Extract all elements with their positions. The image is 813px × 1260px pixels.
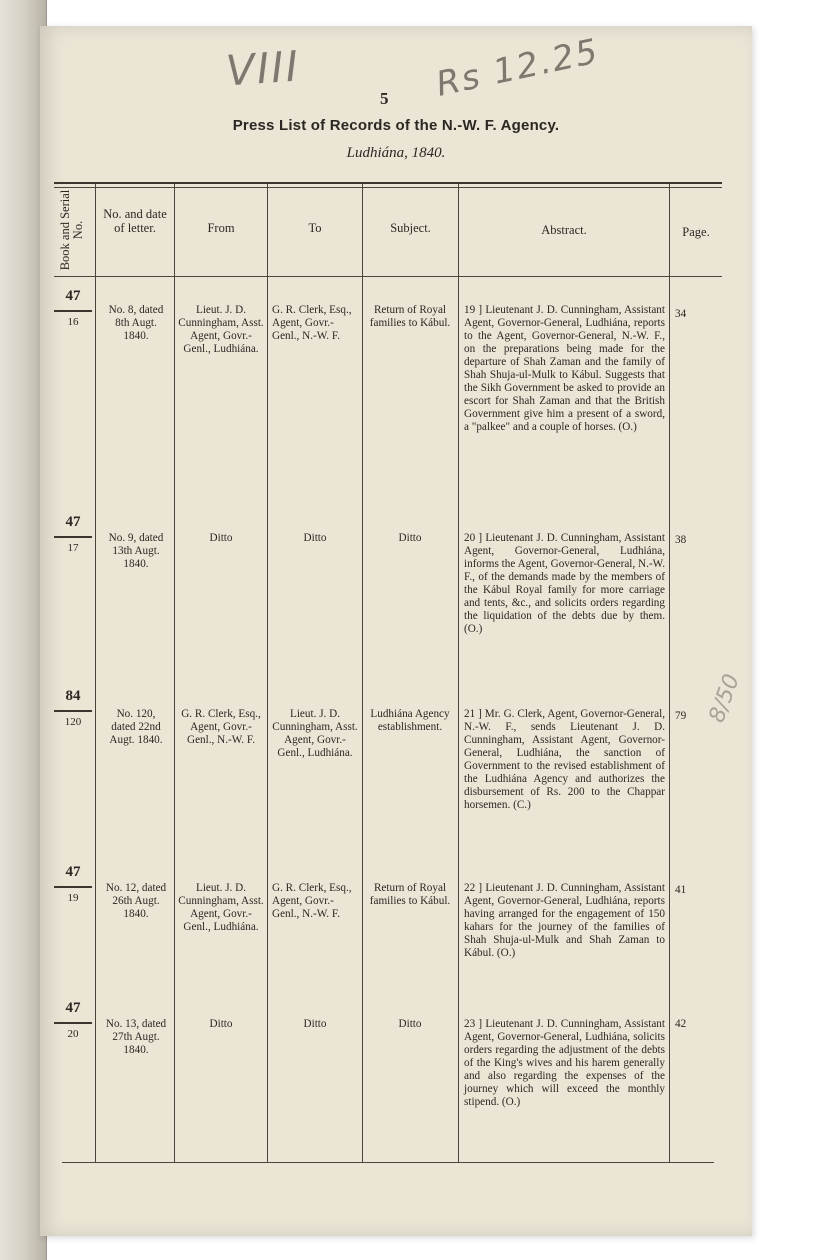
abstract-cell: 22 ] Lieutenant J. D. Cunningham, Assistant Agent, Governor-General, Ludhiána, reports having arranged for the engagement of 150 kahars for the journey of the families of Shah Shuja-ul-Mulk and Shah Zaman to Kábul. (O.)	[464, 882, 665, 959]
subject-cell: Return of Royal families to Kábul.	[369, 304, 451, 329]
book-serial-divider	[54, 310, 92, 312]
from-cell: Ditto	[209, 1018, 233, 1030]
serial-number: 19	[67, 892, 79, 904]
from-cell: Lieut. J. D. Cunningham, Asst. Agent, Govr.-Genl., Ludhiána.	[178, 304, 264, 355]
to-cell: Ditto	[303, 532, 327, 544]
page-cell: 41	[675, 884, 687, 896]
column-line-2	[174, 184, 175, 1162]
header-bottom-rule	[54, 276, 722, 277]
letter-cell: No. 8, dated 8th Augt. 1840.	[108, 304, 164, 342]
column-line-5	[458, 184, 459, 1162]
to-cell: Lieut. J. D. Cunningham, Asst. Agent, Govr.-Genl., Ludhiána.	[272, 708, 358, 759]
book-number: 47	[65, 864, 81, 880]
book-serial-divider	[54, 1022, 92, 1024]
book-number: 47	[65, 514, 81, 530]
page-cell: 42	[675, 1018, 687, 1030]
book-number: 84	[65, 688, 81, 704]
abstract-cell: 23 ] Lieutenant J. D. Cunningham, Assistant Agent, Governor-General, Ludhiána, solicits orders regarding the adjustment of the debts of the King's wives and his harem generally and also regarding the expenses of the journey which will exceed the monthly stipend. (O.)	[464, 1018, 665, 1108]
book-serial-divider	[54, 536, 92, 538]
column-line-4	[362, 184, 363, 1162]
page-cell: 79	[675, 710, 687, 722]
header-from: From	[207, 221, 235, 235]
book-serial-divider	[54, 710, 92, 712]
to-cell: Ditto	[303, 1018, 327, 1030]
serial-number: 20	[67, 1028, 79, 1040]
table-bottom-rule	[62, 1162, 714, 1163]
header-book-serial: Book and Serial No.	[58, 189, 85, 271]
page-cell: 38	[675, 534, 687, 546]
to-cell: G. R. Clerk, Esq., Agent, Govr.-Genl., N.-W. F.	[272, 882, 352, 920]
book-number: 47	[65, 1000, 81, 1016]
column-line-6	[669, 184, 670, 1162]
subject-cell: Ditto	[398, 1018, 422, 1030]
header-to: To	[308, 221, 322, 235]
book-number: 47	[65, 288, 81, 304]
column-line-1	[95, 184, 96, 1162]
handwritten-mark-right: Rs 12.25	[432, 31, 603, 105]
subject-cell: Ludhiána Agency establishment.	[370, 708, 450, 733]
book-serial-divider	[54, 886, 92, 888]
abstract-cell: 19 ] Lieutenant J. D. Cunningham, Assistant Agent, Governor-General, Ludhiána, reports to the Agent, Governor-General, N.-W. F., on the preparations being made for the departure of Shah Zaman and the family of Shah Shuja-ul-Mulk to Kábul. Suggests that the Sikh Government be asked to provide an escort for Shah Zaman and that the British Government give him a present of a sword, a "palkee" and a couple of horses. (O.)	[464, 304, 665, 433]
from-cell: Ditto	[209, 532, 233, 544]
page-cell: 34	[675, 308, 687, 320]
table-top-rule	[54, 182, 722, 184]
serial-number: 17	[67, 542, 79, 554]
abstract-cell: 21 ] Mr. G. Clerk, Agent, Governor-General, N.-W. F., sends Lieutenant J. D. Cunningham, Assistant Agent, Governor-General, Ludhiána, the sanction of Government to the revised establishment of the Ludhiána Agency and authorizes the disbursement of Rs. 200 to the Chappar horsemen. (C.)	[464, 708, 665, 811]
letter-cell: No. 120, dated 22nd Augt. 1840.	[109, 708, 163, 746]
serial-number: 120	[64, 716, 82, 728]
header-page: Page.	[682, 225, 710, 239]
letter-cell: No. 13, dated 27th Augt. 1840.	[105, 1018, 167, 1056]
subject-cell: Ditto	[398, 532, 422, 544]
header-letter: No. and date of letter.	[103, 207, 167, 235]
from-cell: G. R. Clerk, Esq., Agent, Govr.-Genl., N.-W. F.	[181, 708, 261, 746]
subject-cell: Return of Royal families to Kábul.	[369, 882, 451, 907]
handwritten-mark-side: 8/50	[704, 671, 745, 726]
header-subject: Subject.	[390, 221, 431, 235]
letter-cell: No. 9, dated 13th Augt. 1840.	[108, 532, 164, 570]
letter-cell: No. 12, dated 26th Augt. 1840.	[105, 882, 167, 920]
from-cell: Lieut. J. D. Cunningham, Asst. Agent, Govr.-Genl., Ludhiána.	[178, 882, 264, 933]
page-number: 5	[380, 89, 389, 108]
page-subtitle: Ludhiána, 1840.	[346, 145, 446, 161]
serial-number: 16	[67, 316, 79, 328]
handwritten-mark-left: VIII	[224, 41, 302, 96]
to-cell: G. R. Clerk, Esq., Agent, Govr.-Genl., N.-W. F.	[272, 304, 352, 342]
column-line-3	[267, 184, 268, 1162]
page-title: Press List of Records of the N.-W. F. Agency.	[232, 117, 560, 134]
document-page	[40, 26, 752, 1236]
header-abstract: Abstract.	[541, 223, 587, 237]
table-top-rule-thin	[54, 187, 722, 188]
abstract-cell: 20 ] Lieutenant J. D. Cunningham, Assistant Agent, Governor-General, Ludhiána, informs the Agent, Governor-General, N.-W. F., of the demands made by the members of the Kábul Royal family for more carriage and tents, &c., and solicits orders regarding the liquidation of the debts due by them. (O.)	[464, 532, 665, 635]
